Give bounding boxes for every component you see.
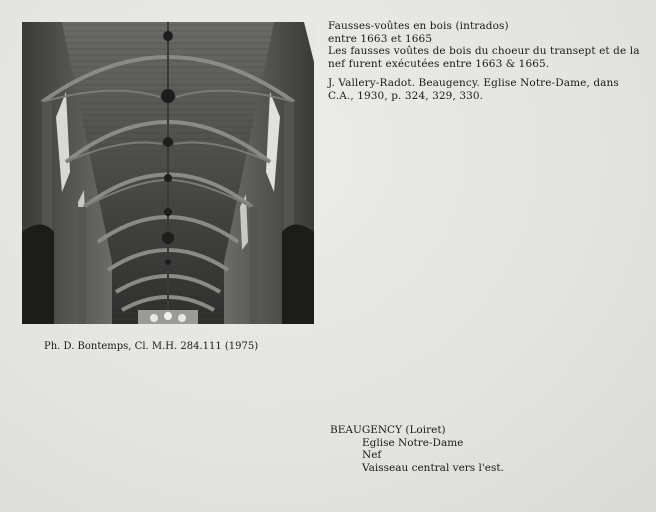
location-view: Vaisseau central vers l'est. <box>362 461 504 474</box>
photo-description <box>328 20 648 102</box>
description-title: Fausses-voûtes en bois (intrados) <box>328 20 509 32</box>
reference-line-1: J. Vallery-Radot. Beaugency. Eglise Notre-Dame, dans <box>328 77 619 89</box>
location-town: BEAUGENCY (Loiret) <box>330 424 446 436</box>
photo-credit: Ph. D. Bontemps, Cl. M.H. 284.111 (1975) <box>44 341 259 352</box>
location-part: Nef <box>362 449 382 461</box>
nave-vault-photo <box>22 22 314 324</box>
description-text-line-2: nef furent exécutées entre 1663 & 1665. <box>328 57 550 70</box>
description-date-range: entre 1663 et 1665 <box>328 32 433 45</box>
location-block <box>330 424 504 474</box>
reference-line-2: C.A., 1930, p. 324, 329, 330. <box>328 89 484 102</box>
location-building: Eglise Notre-Dame <box>362 436 464 449</box>
description-text-line-1: Les fausses voûtes de bois du choeur du transept et de la <box>328 45 640 57</box>
